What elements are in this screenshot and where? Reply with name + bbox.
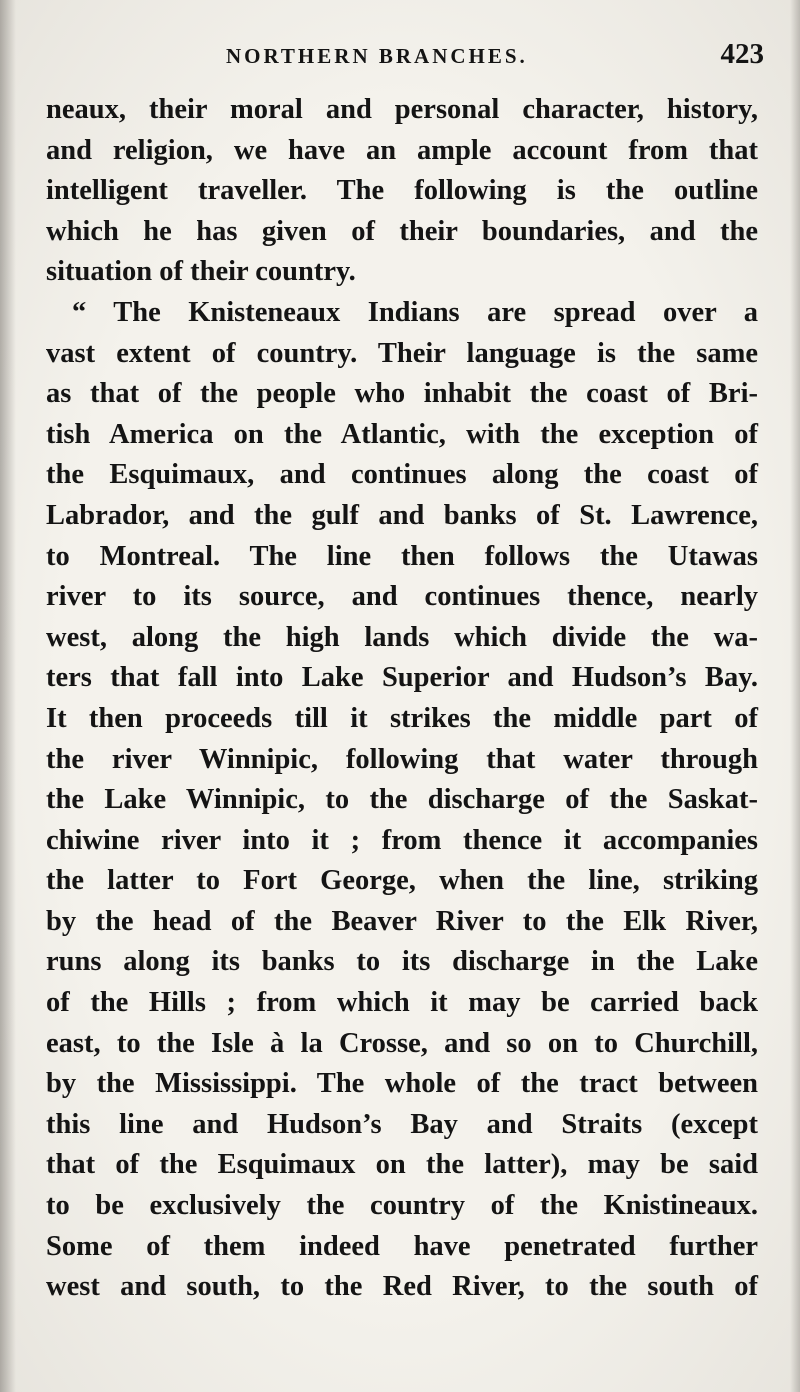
text-line: “ The Knisteneaux Indians are spread over a <box>72 296 758 328</box>
text-line: that of the Esquimaux on the latter), may be said <box>46 1149 758 1181</box>
page-header <box>48 36 764 76</box>
text-line: vast extent of country. Their language is the same <box>46 337 758 369</box>
text-line: west and south, to the Red River, to the south of <box>46 1271 758 1303</box>
text-line: to Montreal. The line then follows the Utawas <box>46 540 758 572</box>
text-line: east, to the Isle à la Crosse, and so on to Churchill, <box>46 1027 758 1059</box>
text-line: west, along the high lands which divide the wa- <box>46 621 758 653</box>
text-line: the river Winnipic, following that water through <box>46 743 758 775</box>
text-line: neaux, their moral and personal character, history, <box>46 94 758 125</box>
running-head: NORTHERN BRANCHES. <box>226 44 528 68</box>
text-line: chiwine river into it ; from thence it accompanies <box>46 824 758 856</box>
body-text <box>46 90 758 1308</box>
page-shadow-right <box>790 0 800 1392</box>
text-line: to be exclusively the country of the Knistineaux. <box>46 1190 758 1222</box>
text-line: of the Hills ; from which it may be carried back <box>46 987 758 1019</box>
text-line: and religion, we have an ample account from that <box>46 134 758 166</box>
text-line: Labrador, and the gulf and banks of St. Lawrence, <box>46 499 758 531</box>
text-line: river to its source, and continues thence, nearly <box>46 581 758 613</box>
text-line: which he has given of their boundaries, and the <box>46 215 758 247</box>
text-line: as that of the people who inhabit the coast of Bri- <box>46 378 758 410</box>
page-number: 423 <box>720 38 764 70</box>
text-line: ters that fall into Lake Superior and Hudson’s Bay. <box>46 662 758 694</box>
text-line: by the head of the Beaver River to the Elk River, <box>46 905 758 937</box>
text-line: by the Mississippi. The whole of the tract between <box>46 1068 758 1100</box>
text-line: runs along its banks to its discharge in the Lake <box>46 946 758 978</box>
text-line: the Lake Winnipic, to the discharge of the Saskat- <box>46 784 758 816</box>
page-shadow-left <box>0 0 16 1392</box>
text-line: the Esquimaux, and continues along the coast of <box>46 459 758 491</box>
text-line: Some of them indeed have penetrated further <box>46 1230 758 1262</box>
text-line: It then proceeds till it strikes the middle part of <box>46 702 758 734</box>
text-line: tish America on the Atlantic, with the exception of <box>46 418 758 450</box>
text-line: this line and Hudson’s Bay and Straits (except <box>46 1108 758 1140</box>
text-line: intelligent traveller. The following is the outline <box>46 175 758 207</box>
text-line: the latter to Fort George, when the line, striking <box>46 865 758 897</box>
text-line: situation of their country. <box>46 256 356 288</box>
